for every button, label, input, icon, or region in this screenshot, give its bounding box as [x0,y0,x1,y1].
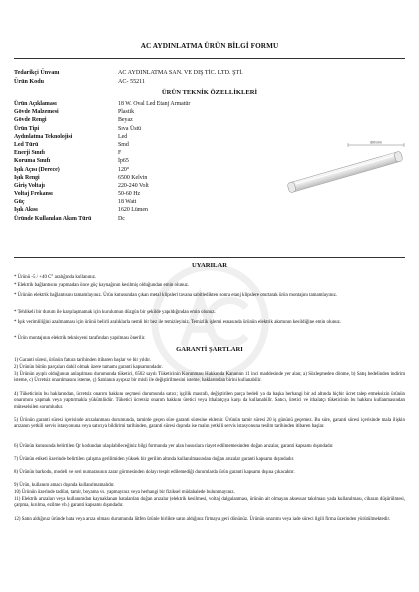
spec-value: Plastik [118,109,135,116]
spec-label: Koruma Sınıfı [14,158,51,165]
product-code-value: AC- 55211 [118,79,146,85]
spec-label: Üründe Kullanılan Akım Türü [14,215,92,222]
spec-label: Voltaj Frekansı [14,191,53,198]
spec-value: 6500 Kelvin [118,174,148,181]
warnings-divider [14,257,405,258]
warranty-item: 6) Ürünün kutusunda belirtilen Qr kodundan ulaşılabileceğiniz bilgi formunda yer alan hususlara riayet edilmemesinden doğan arızalar, garanti kapsamı dışındadır. [14,444,334,449]
spec-value: 1620 Lümen [118,207,148,214]
specs-heading: ÜRÜN TEKNİK ÖZELLİKLERİ [161,89,258,96]
supplier-row [14,70,405,78]
warranty-heading: GARANTİ ŞARTLARI [176,346,243,353]
spec-row [14,133,274,141]
supplier-value: AC AYDINLATMA SAN. VE DIŞ TİC. LTD. ŞTİ. [118,70,243,76]
warning-item: * Tehlikeli bir durum ile karşılaşmamak için kurulumun düzgün bir şekilde yapıldığından emin olunuz. [14,310,216,315]
spec-row [14,116,274,124]
supplier-label: Tedarikçi Ünvanı [14,70,60,76]
warning-item: * Elektrik bağlantısını yapmadan önce güç kaynağının kesilmiş olduğundan emin olunuz. [14,283,190,288]
spec-label: Giriş Voltajı [14,182,45,189]
spec-label: Gövde Malzemesi [14,109,59,116]
warranty-item: 2) Ürünün bütün parçaları dahil olmak üzere tamamı garanti kapsamındadır. [14,365,163,370]
spec-label: Aydınlatma Teknolojisi [14,133,73,140]
spec-row [14,125,274,133]
warning-item: * Işık verimliliğini azalmaması için ürünü belirli aralıklarla nemli bir bez ile temizleyiniz. Temizlik işlemi esnasında ürünün elektrik akımının kesildiğine emin olunuz. [14,320,342,325]
warranty-item: 8) Ürünün barkodu, modeli ve seri numarasının zarar görmesinden dolayı tespit edilemediği durumlarda ürün garanti kapsamı dışına çıkacaktır. [14,470,295,475]
spec-value: İp65 [118,158,129,165]
spec-value: Smd [118,141,129,148]
warranty-item: 4) Tüketicinin bu haklarından, ücretsiz onarım hakkını seçmesi durumunda satıcı; işçilik masrafı, değiştirilen parça bedeli ya da başka herhangi bir ad altında hiçbir ücret talep etmeksizin ürünün onarımını yapmak veya yaptırmakla yükümlüdür. Tüketici ücretsiz onarım hakkını üretici veya ithalatçıya karşı da kullanabilir. Satıcı, üretici ve ithalatçı tüketicinin bu hakkını kullanmasından müteselsilen sorumludur. [14,392,405,410]
warranty-item: 3) Ürünün ayıplı olduğunun anlaşılması durumunda tüketici, 6502 sayılı Tüketicinin Korunması Hakkında Kanunun 11 inci maddesinde yer alan; a) Sözleşmeden dönme, b) Satış bedelinden indirim isteme, c) Ücretsiz onarılmasını isteme, ç) Satılanın ayıpsız bir misli ile değiştirilmesini isteme, haklarından birini kullanabilir. [14,372,405,384]
spec-row [14,182,274,190]
warning-item: * Ürün montajının elektrik teknisyeni tarafından yapılması önerilir. [14,336,146,341]
form-title: AC AYDINLATMA ÜRÜN BİLGİ FORMU [140,42,279,50]
spec-value: Dc [118,215,125,222]
spec-value: Sıva Üstü [118,125,142,132]
spec-value: 220-240 Volt [118,182,149,189]
warranty-item: 1) Garanti süresi, ürünün fatura tarihinden itibaren başlar ve bir yıldır. [14,358,151,363]
warnings-heading: UYARILAR [192,262,227,269]
spec-value: F [118,150,122,157]
spec-row [14,100,274,108]
warning-item: * Ürünün elektrik bağlantısını tamamlayınız. Ürün kutusundan çıkan metal klipsleri tavana sabitledikten sonra etanj klipslere oturtarak ürün montajını tamamlayınız. [14,293,337,298]
spec-row [14,141,274,149]
warranty-item: 5) Ürünün garanti süresi içerisinde arızalanması durumunda, tamirde geçen süre garanti süresine eklenir. Ürünün tamir süresi 20 iş gününü geçemez. Bu süre, garanti süresi içerisinde mala ilişkin arızanın yetkili servis istasyonuna veya satıcıya bildirimi tarihinden, garanti süresi dışında ise malın yetkili servis istasyonuna teslim tarihinden itibaren başlar. [14,418,405,430]
spec-row [14,149,274,157]
spec-label: Ürün Tipi [14,125,40,132]
spec-label: Işık Akısı [14,207,38,214]
dimension-label: 600 mm [370,140,382,145]
product-code-row [14,79,405,87]
product-code-label: Ürün Kodu [14,79,44,85]
spec-label: Gövde Rengi [14,117,47,124]
warning-item: * Ürünü -5 / +40 C° aralığında kullanınız. [14,275,97,280]
warranty-item: 12) Satın aldığınız üründe hata veya arıza olması durumunda lütfen ürünle birlikte satın aldığınız firmaya geri dönünüz. Ürünün onarımı veya iade süreci ilgili firma üzerinden yürütülmektedir. [14,517,391,522]
spec-label: Ürün Açıklaması [14,101,57,107]
product-image [284,140,406,200]
spec-label: Led Türü [14,141,39,148]
spec-label: Güç [14,199,25,206]
spec-value: 18 W. Oval Led Etanj Armatür [118,101,191,107]
spec-row [14,198,274,206]
spec-value: 50-60 Hz [118,191,141,198]
spec-row [14,108,274,116]
warranty-item: 10) Ürünün üzerinde tadilat, tamir, boyama vs. yapmayınız veya herhangi bir fiziksel müdahalede bulunmayınız. [14,490,235,495]
spec-value: 120° [118,166,130,173]
spec-label: Işık Rengi [14,174,40,181]
spec-row [14,215,274,223]
warranty-item: 9) Ürün, kullanım amacı dışında kullanılmamalıdır. [14,483,115,488]
spec-row [14,190,274,198]
warranty-item: 7) Ürünün etiketi üzerinde belirtilen çalışma gerilimiden yüksek bir gerilim altında kullanılmasından doğan arızalar garanti kapsamı dışındadır. [14,457,295,462]
spec-label: Işık Açısı (Derece) [14,166,60,173]
warranty-item: 11) Elektrik arızaları veya kullanımdan kaynaklanan hatalardan doğan arızalar (elektrik kesilmesi, voltaj dalgalanması, ürünün ait olmayan aksesuar takılması yada kullanılması, cihazın düşürülmesi, çarpma, kırılma, ezilme vb.) garanti kapsamı dışındadır. [14,497,405,509]
spec-row [14,166,274,174]
spec-value: 18 Watt [118,199,137,206]
spec-value: Led [118,133,128,140]
spec-row [14,157,274,165]
title-divider [14,58,405,59]
spec-label: Enerji Sınıfı [14,150,45,157]
spec-row [14,174,274,182]
specs-table [14,100,274,223]
spec-value: Beyaz [118,117,133,124]
spec-row [14,206,274,214]
